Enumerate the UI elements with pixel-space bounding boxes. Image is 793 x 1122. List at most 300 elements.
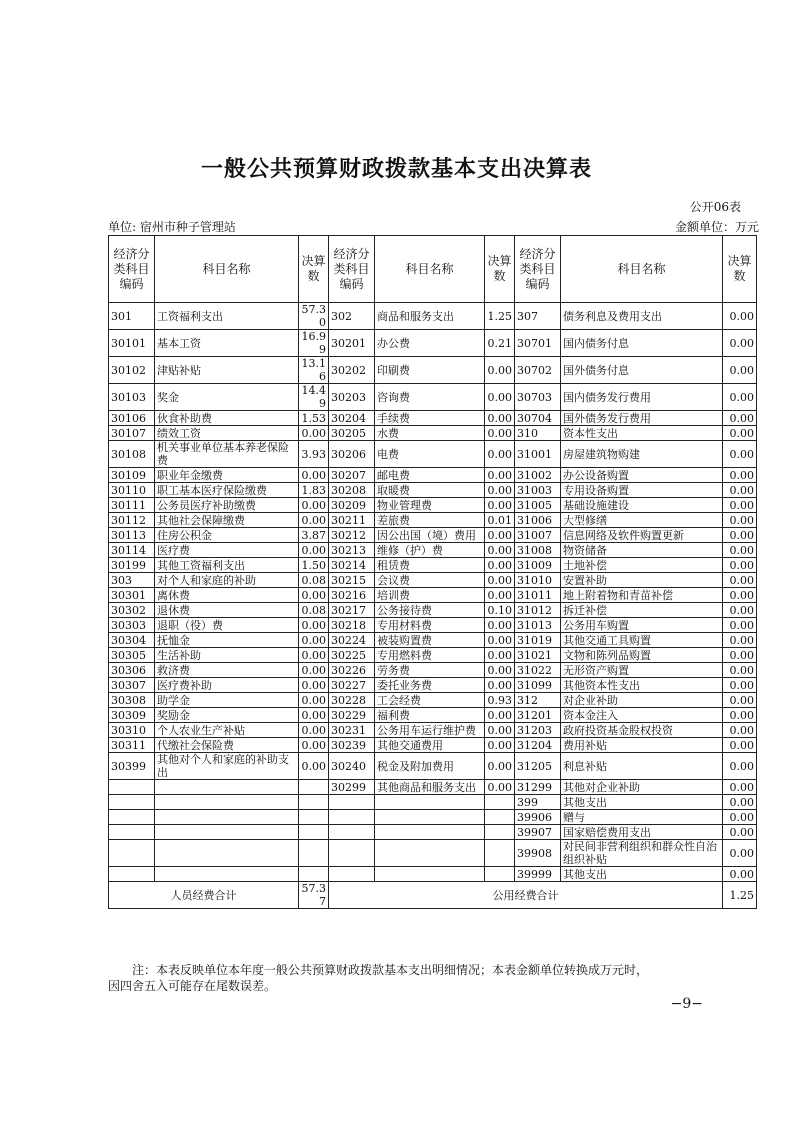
- cell-code: 31009: [515, 558, 561, 573]
- cell-name: 奖金: [155, 384, 299, 411]
- cell-code: 30213: [329, 543, 375, 558]
- cell-name: [375, 810, 485, 825]
- cell-code: 30702: [515, 357, 561, 384]
- cell-amount: 0.00: [723, 528, 757, 543]
- cell-name: 土地补偿: [561, 558, 723, 573]
- table-row: [109, 708, 757, 723]
- cell-name: 手续费: [375, 411, 485, 426]
- cell-amount: 0.00: [299, 753, 329, 780]
- cell-amount: 0.00: [299, 723, 329, 738]
- cell-code: 31007: [515, 528, 561, 543]
- cell-name: 印刷费: [375, 357, 485, 384]
- cell-name: 抚恤金: [155, 633, 299, 648]
- cell-amount: 0.00: [485, 753, 515, 780]
- table-row: [109, 513, 757, 528]
- cell-amount: 1.50: [299, 558, 329, 573]
- cell-name: 基础设施建设: [561, 498, 723, 513]
- cell-code: 30231: [329, 723, 375, 738]
- cell-amount: 0.00: [485, 528, 515, 543]
- cell-amount: 0.00: [723, 753, 757, 780]
- cell-code: 31205: [515, 753, 561, 780]
- cell-amount: 57.30: [299, 303, 329, 330]
- cell-name: 其他支出: [561, 867, 723, 882]
- cell-amount: 0.00: [723, 648, 757, 663]
- cell-code: 30103: [109, 384, 155, 411]
- expenditure-table: [108, 235, 757, 909]
- cell-name: 其他交通费用: [375, 738, 485, 753]
- cell-name: 津贴补贴: [155, 357, 299, 384]
- cell-name: 赠与: [561, 810, 723, 825]
- cell-name: 其他商品和服务支出: [375, 780, 485, 795]
- cell-name: [155, 825, 299, 840]
- personnel-total-value: 57.37: [299, 882, 329, 909]
- footnote: [108, 962, 758, 994]
- cell-amount: 0.00: [485, 543, 515, 558]
- cell-name: [375, 867, 485, 882]
- cell-name: 其他社会保障缴费: [155, 513, 299, 528]
- cell-amount: 0.00: [723, 663, 757, 678]
- cell-name: 离休费: [155, 588, 299, 603]
- cell-amount: 0.00: [723, 513, 757, 528]
- cell-amount: 0.00: [299, 648, 329, 663]
- table-row: [109, 795, 757, 810]
- table-row: [109, 468, 757, 483]
- cell-amount: 3.93: [299, 441, 329, 468]
- cell-code: 30304: [109, 633, 155, 648]
- cell-amount: 0.00: [723, 330, 757, 357]
- cell-amount: 0.00: [723, 825, 757, 840]
- cell-amount: [299, 840, 329, 867]
- cell-amount: 0.00: [485, 558, 515, 573]
- cell-amount: 0.00: [485, 663, 515, 678]
- cell-code: 30110: [109, 483, 155, 498]
- cell-code: 30208: [329, 483, 375, 498]
- cell-code: 30106: [109, 411, 155, 426]
- cell-code: [109, 795, 155, 810]
- cell-code: 30201: [329, 330, 375, 357]
- cell-name: 文物和陈列品购置: [561, 648, 723, 663]
- cell-name: 公务用车购置: [561, 618, 723, 633]
- cell-name: 取暖费: [375, 483, 485, 498]
- table-row: [109, 543, 757, 558]
- cell-code: 31204: [515, 738, 561, 753]
- cell-amount: 0.00: [723, 573, 757, 588]
- cell-code: 30214: [329, 558, 375, 573]
- cell-amount: 0.00: [485, 573, 515, 588]
- cell-name: 其他资本性支出: [561, 678, 723, 693]
- cell-name: 工会经费: [375, 693, 485, 708]
- cell-code: 30211: [329, 513, 375, 528]
- cell-amount: 0.00: [723, 693, 757, 708]
- cell-code: 30240: [329, 753, 375, 780]
- table-row: [109, 330, 757, 357]
- unit-label: 单位: 宿州市种子管理站: [108, 220, 236, 234]
- cell-name: 办公费: [375, 330, 485, 357]
- cell-code: 30114: [109, 543, 155, 558]
- cell-name: 水费: [375, 426, 485, 441]
- cell-code: 30701: [515, 330, 561, 357]
- cell-amount: 0.00: [485, 648, 515, 663]
- cell-name: 退休费: [155, 603, 299, 618]
- cell-name: [375, 795, 485, 810]
- cell-code: [329, 795, 375, 810]
- cell-code: 30307: [109, 678, 155, 693]
- cell-amount: 0.00: [723, 543, 757, 558]
- cell-name: 救济费: [155, 663, 299, 678]
- header-amount: 决算数: [485, 236, 515, 303]
- table-row: [109, 780, 757, 795]
- cell-code: 30215: [329, 573, 375, 588]
- table-row: [109, 426, 757, 441]
- cell-name: 其他支出: [561, 795, 723, 810]
- cell-amount: 0.00: [723, 633, 757, 648]
- cell-amount: 0.00: [723, 867, 757, 882]
- cell-code: 301: [109, 303, 155, 330]
- cell-code: [329, 810, 375, 825]
- cell-amount: [299, 825, 329, 840]
- cell-code: 30310: [109, 723, 155, 738]
- header-code: 经济分类科目编码: [329, 236, 375, 303]
- cell-code: 31299: [515, 780, 561, 795]
- cell-code: 30399: [109, 753, 155, 780]
- cell-code: 30109: [109, 468, 155, 483]
- cell-amount: 0.00: [723, 498, 757, 513]
- cell-name: 委托业务费: [375, 678, 485, 693]
- cell-name: 医疗费补助: [155, 678, 299, 693]
- cell-name: 商品和服务支出: [375, 303, 485, 330]
- cell-code: 30229: [329, 708, 375, 723]
- cell-amount: 0.01: [485, 513, 515, 528]
- cell-amount: 0.00: [723, 810, 757, 825]
- cell-amount: [299, 867, 329, 882]
- cell-name: 对民间非营利组织和群众性自治组织补贴: [561, 840, 723, 867]
- cell-code: 31006: [515, 513, 561, 528]
- cell-code: 31011: [515, 588, 561, 603]
- cell-amount: 0.00: [723, 303, 757, 330]
- table-row: [109, 483, 757, 498]
- cell-code: 31201: [515, 708, 561, 723]
- page-number: −9−: [670, 996, 703, 1012]
- cell-amount: 1.83: [299, 483, 329, 498]
- personnel-total-label: 人员经费合计: [109, 882, 299, 909]
- cell-name: 公务用车运行维护费: [375, 723, 485, 738]
- public-total-value: 1.25: [723, 882, 757, 909]
- cell-name: 税金及附加费用: [375, 753, 485, 780]
- cell-name: 基本工资: [155, 330, 299, 357]
- cell-name: 政府投资基金股权投资: [561, 723, 723, 738]
- cell-code: 30227: [329, 678, 375, 693]
- cell-amount: 0.00: [485, 678, 515, 693]
- cell-code: 31021: [515, 648, 561, 663]
- cell-code: 30108: [109, 441, 155, 468]
- cell-amount: 1.25: [485, 303, 515, 330]
- cell-amount: 0.00: [723, 678, 757, 693]
- cell-name: [155, 810, 299, 825]
- cell-amount: 0.00: [299, 588, 329, 603]
- cell-name: 个人农业生产补贴: [155, 723, 299, 738]
- cell-amount: 0.00: [723, 618, 757, 633]
- table-row: [109, 303, 757, 330]
- cell-name: [155, 795, 299, 810]
- cell-code: 30308: [109, 693, 155, 708]
- header-amount: 决算数: [299, 236, 329, 303]
- cell-code: 30225: [329, 648, 375, 663]
- cell-amount: 0.00: [723, 441, 757, 468]
- cell-code: 31203: [515, 723, 561, 738]
- cell-amount: 0.00: [485, 468, 515, 483]
- cell-amount: [299, 780, 329, 795]
- cell-amount: 0.00: [723, 780, 757, 795]
- cell-name: 被装购置费: [375, 633, 485, 648]
- cell-amount: 0.00: [723, 738, 757, 753]
- cell-amount: 0.10: [485, 603, 515, 618]
- cell-amount: 0.00: [299, 738, 329, 753]
- cell-amount: 0.00: [723, 603, 757, 618]
- cell-code: 31003: [515, 483, 561, 498]
- cell-code: 310: [515, 426, 561, 441]
- cell-amount: 0.00: [485, 483, 515, 498]
- cell-code: 30311: [109, 738, 155, 753]
- cell-amount: 0.00: [723, 795, 757, 810]
- cell-amount: 0.00: [723, 357, 757, 384]
- cell-code: 39999: [515, 867, 561, 882]
- header-name: 科目名称: [375, 236, 485, 303]
- cell-amount: 0.00: [299, 693, 329, 708]
- table-row: [109, 867, 757, 882]
- cell-amount: 0.08: [299, 573, 329, 588]
- cell-name: 绩效工资: [155, 426, 299, 441]
- cell-name: 会议费: [375, 573, 485, 588]
- cell-amount: [485, 867, 515, 882]
- cell-name: 无形资产购置: [561, 663, 723, 678]
- cell-amount: [485, 825, 515, 840]
- cell-code: 30218: [329, 618, 375, 633]
- table-row: [109, 648, 757, 663]
- cell-code: 30101: [109, 330, 155, 357]
- cell-code: 30302: [109, 603, 155, 618]
- cell-code: [109, 867, 155, 882]
- header-name: 科目名称: [561, 236, 723, 303]
- cell-amount: 0.00: [723, 483, 757, 498]
- cell-amount: 0.00: [485, 618, 515, 633]
- cell-code: 312: [515, 693, 561, 708]
- cell-code: 31013: [515, 618, 561, 633]
- cell-code: 30226: [329, 663, 375, 678]
- table-row: [109, 528, 757, 543]
- cell-code: 30299: [329, 780, 375, 795]
- cell-code: 31099: [515, 678, 561, 693]
- cell-code: 31010: [515, 573, 561, 588]
- cell-code: 30217: [329, 603, 375, 618]
- cell-name: 工资福利支出: [155, 303, 299, 330]
- cell-name: 奖励金: [155, 708, 299, 723]
- cell-name: 劳务费: [375, 663, 485, 678]
- cell-amount: 0.00: [485, 708, 515, 723]
- cell-name: 伙食补助费: [155, 411, 299, 426]
- cell-name: 国内债务发行费用: [561, 384, 723, 411]
- header-code: 经济分类科目编码: [515, 236, 561, 303]
- cell-amount: 0.00: [299, 678, 329, 693]
- cell-name: 专用材料费: [375, 618, 485, 633]
- cell-amount: [485, 795, 515, 810]
- cell-amount: 0.00: [299, 426, 329, 441]
- cell-code: 399: [515, 795, 561, 810]
- cell-name: 培训费: [375, 588, 485, 603]
- cell-amount: [299, 810, 329, 825]
- cell-name: 机关事业单位基本养老保险费: [155, 441, 299, 468]
- table-code: 公开06表: [689, 200, 741, 214]
- footnote-line: 因四舍五入可能存在尾数误差。: [108, 979, 277, 993]
- cell-name: [155, 840, 299, 867]
- cell-amount: 0.93: [485, 693, 515, 708]
- cell-name: 福利费: [375, 708, 485, 723]
- table-row: [109, 825, 757, 840]
- cell-name: 其他交通工具购置: [561, 633, 723, 648]
- cell-name: 邮电费: [375, 468, 485, 483]
- footnote-line: 注：本表反映单位本年度一般公共预算财政拨款基本支出明细情况；本表金额单位转换成万元时，: [132, 963, 649, 977]
- table-row: [109, 441, 757, 468]
- cell-amount: 0.00: [299, 708, 329, 723]
- cell-code: 30206: [329, 441, 375, 468]
- table-row: [109, 384, 757, 411]
- cell-name: 其他对个人和家庭的补助支出: [155, 753, 299, 780]
- header-row: [109, 236, 757, 303]
- cell-name: 专用燃料费: [375, 648, 485, 663]
- public-total-label: 公用经费合计: [329, 882, 723, 909]
- cell-amount: 0.00: [485, 411, 515, 426]
- cell-amount: 0.00: [485, 498, 515, 513]
- cell-name: 国外债务付息: [561, 357, 723, 384]
- cell-code: 30202: [329, 357, 375, 384]
- cell-name: 资本性支出: [561, 426, 723, 441]
- cell-name: 资本金注入: [561, 708, 723, 723]
- cell-code: 30113: [109, 528, 155, 543]
- cell-code: 31008: [515, 543, 561, 558]
- cell-name: 租赁费: [375, 558, 485, 573]
- cell-code: 30216: [329, 588, 375, 603]
- cell-code: 30199: [109, 558, 155, 573]
- table-row: [109, 693, 757, 708]
- cell-amount: 0.00: [299, 663, 329, 678]
- cell-name: 对企业补助: [561, 693, 723, 708]
- cell-code: 31019: [515, 633, 561, 648]
- cell-code: [329, 825, 375, 840]
- cell-code: 30205: [329, 426, 375, 441]
- cell-code: [329, 840, 375, 867]
- cell-code: 30239: [329, 738, 375, 753]
- table-row: [109, 357, 757, 384]
- cell-name: 利息补贴: [561, 753, 723, 780]
- cell-amount: 0.08: [299, 603, 329, 618]
- cell-code: 31022: [515, 663, 561, 678]
- cell-name: 因公出国（境）费用: [375, 528, 485, 543]
- cell-name: 医疗费: [155, 543, 299, 558]
- cell-amount: 16.99: [299, 330, 329, 357]
- table-row: [109, 738, 757, 753]
- cell-name: 专用设备购置: [561, 483, 723, 498]
- header-amount: 决算数: [723, 236, 757, 303]
- cell-amount: 0.00: [723, 708, 757, 723]
- cell-name: 物资储备: [561, 543, 723, 558]
- cell-name: 房屋建筑物购建: [561, 441, 723, 468]
- cell-name: 其他工资福利支出: [155, 558, 299, 573]
- cell-code: 30704: [515, 411, 561, 426]
- cell-amount: 0.00: [485, 723, 515, 738]
- cell-code: 30111: [109, 498, 155, 513]
- cell-code: 31012: [515, 603, 561, 618]
- cell-amount: 0.00: [485, 441, 515, 468]
- cell-amount: 0.00: [299, 498, 329, 513]
- cell-amount: [299, 795, 329, 810]
- cell-amount: 0.00: [485, 426, 515, 441]
- cell-name: 维修（护）费: [375, 543, 485, 558]
- cell-name: 大型修缮: [561, 513, 723, 528]
- table-row: [109, 411, 757, 426]
- header-name: 科目名称: [155, 236, 299, 303]
- table-row: [109, 558, 757, 573]
- cell-name: 安置补助: [561, 573, 723, 588]
- cell-code: [109, 840, 155, 867]
- cell-code: 30301: [109, 588, 155, 603]
- cell-name: 物业管理费: [375, 498, 485, 513]
- table-row: [109, 753, 757, 780]
- cell-code: 30112: [109, 513, 155, 528]
- cell-name: 对个人和家庭的补助: [155, 573, 299, 588]
- header-code: 经济分类科目编码: [109, 236, 155, 303]
- cell-code: 30305: [109, 648, 155, 663]
- cell-amount: 0.00: [723, 411, 757, 426]
- cell-code: 30207: [329, 468, 375, 483]
- cell-name: 信息网络及软件购置更新: [561, 528, 723, 543]
- table-row: [109, 498, 757, 513]
- cell-amount: 0.00: [485, 384, 515, 411]
- cell-amount: 0.00: [485, 357, 515, 384]
- cell-name: 职工基本医疗保险缴费: [155, 483, 299, 498]
- cell-amount: 0.00: [299, 468, 329, 483]
- cell-code: 31005: [515, 498, 561, 513]
- cell-amount: 0.00: [723, 384, 757, 411]
- cell-name: 公务接待费: [375, 603, 485, 618]
- cell-name: 办公设备购置: [561, 468, 723, 483]
- cell-amount: 0.00: [485, 780, 515, 795]
- page-title: 一般公共预算财政拨款基本支出决算表: [200, 156, 592, 182]
- cell-name: 国内债务付息: [561, 330, 723, 357]
- cell-amount: 0.00: [299, 618, 329, 633]
- cell-code: 31001: [515, 441, 561, 468]
- cell-name: 住房公积金: [155, 528, 299, 543]
- cell-name: 职业年金缴费: [155, 468, 299, 483]
- cell-amount: 0.00: [723, 840, 757, 867]
- table-row: [109, 633, 757, 648]
- cell-amount: 3.87: [299, 528, 329, 543]
- table-row: [109, 810, 757, 825]
- table-row: [109, 840, 757, 867]
- cell-code: 307: [515, 303, 561, 330]
- table-row: [109, 573, 757, 588]
- cell-amount: 14.49: [299, 384, 329, 411]
- cell-name: 费用补贴: [561, 738, 723, 753]
- cell-name: 其他对企业补助: [561, 780, 723, 795]
- cell-amount: 0.00: [485, 738, 515, 753]
- cell-amount: 0.00: [485, 588, 515, 603]
- table-row: [109, 663, 757, 678]
- table-row: [109, 618, 757, 633]
- cell-code: 30703: [515, 384, 561, 411]
- cell-code: 30212: [329, 528, 375, 543]
- cell-amount: [485, 810, 515, 825]
- cell-amount: 0.00: [299, 633, 329, 648]
- cell-code: 303: [109, 573, 155, 588]
